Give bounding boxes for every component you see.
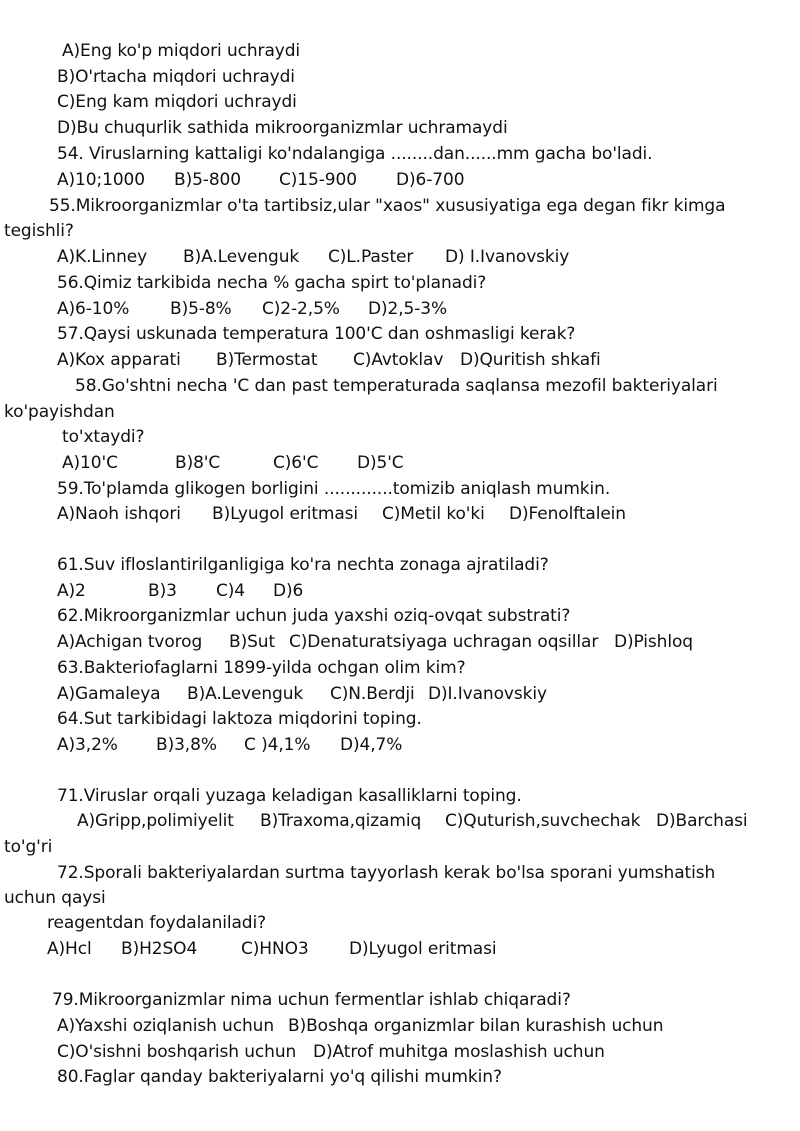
q57-option-a: A)Kox apparati	[57, 350, 181, 370]
q62-option-a: A)Achigan tvorog	[57, 632, 203, 652]
q62-question: 62.Mikroorganizmlar uchun juda yaxshi oziq-ovqat substrati?	[57, 606, 571, 626]
q59-option-d: D)Fenolftalein	[509, 504, 626, 524]
q71-option-c: C)Quturish,suvchechak	[445, 811, 641, 831]
q61-option-a: A)2	[57, 581, 86, 601]
q80-question: 80.Faglar qanday bakteriyalarni yo'q qilishi mumkin?	[57, 1067, 502, 1087]
q79-option-c: C)O'sishni boshqarish uchun	[57, 1042, 297, 1062]
q72-question-end: reagentdan foydalaniladi?	[47, 913, 267, 933]
q56-option-a: A)6-10%	[57, 299, 130, 319]
q61-option-b: B)3	[148, 581, 177, 601]
q58-question-end: to'xtaydi?	[62, 427, 145, 447]
q64-question: 64.Sut tarkibidagi laktoza miqdorini toping.	[57, 709, 422, 729]
q64-option-c: C )4,1%	[244, 735, 311, 755]
q61-option-d: D)6	[273, 581, 304, 601]
q54-option-b: B)5-800	[174, 170, 241, 190]
q58-question: 58.Go'shtni necha 'C dan past temperaturada saqlansa mezofil bakteriyalari	[75, 376, 718, 396]
q63-option-a: A)Gamaleya	[57, 684, 161, 704]
q57-option-c: C)Avtoklav	[353, 350, 444, 370]
q72-question: 72.Sporali bakteriyalardan surtma tayyorlash kerak bo'lsa sporani yumshatish	[57, 863, 716, 883]
q79-option-a: A)Yaxshi oziqlanish uchun	[57, 1016, 274, 1036]
q64-option-b: B)3,8%	[156, 735, 217, 755]
q57-question: 57.Qaysi uskunada temperatura 100'C dan oshmasligi kerak?	[57, 324, 576, 344]
q61-question: 61.Suv ifloslantirilganligiga ko'ra nechta zonaga ajratiladi?	[57, 555, 549, 575]
q56-option-c: C)2-2,5%	[262, 299, 340, 319]
q79-option-d: D)Atrof muhitga moslashish uchun	[313, 1042, 605, 1062]
q63-option-b: B)A.Levenguk	[187, 684, 304, 704]
q53-option-d: D)Bu chuqurlik sathida mikroorganizmlar uchramaydi	[57, 118, 508, 138]
q61-option-c: C)4	[216, 581, 246, 601]
q55-option-c: C)L.Paster	[328, 247, 414, 267]
q56-option-d: D)2,5-3%	[368, 299, 448, 319]
q57-option-b: B)Termostat	[216, 350, 318, 370]
q54-option-d: D)6-700	[396, 170, 465, 190]
q58-option-a: A)10'C	[62, 453, 118, 473]
q62-option-d: D)Pishloq	[614, 632, 693, 652]
q63-option-c: C)N.Berdji	[330, 684, 415, 704]
q59-option-c: C)Metil ko'ki	[382, 504, 485, 524]
q53-option-c: C)Eng kam miqdori uchraydi	[57, 92, 297, 112]
q55-question-continued: tegishli?	[4, 221, 74, 241]
q55-option-a: A)K.Linney	[57, 247, 148, 267]
q56-question: 56.Qimiz tarkibida necha % gacha spirt to'planadi?	[57, 273, 487, 293]
q56-option-b: B)5-8%	[170, 299, 232, 319]
q53-option-b: B)O'rtacha miqdori uchraydi	[57, 67, 295, 87]
q72-option-c: C)HNO3	[241, 939, 309, 959]
q59-option-b: B)Lyugol eritmasi	[212, 504, 359, 524]
q63-question: 63.Bakteriofaglarni 1899-yilda ochgan olim kim?	[57, 658, 466, 678]
q71-option-b: B)Traxoma,qizamiq	[260, 811, 422, 831]
q55-question: 55.Mikroorganizmlar o'ta tartibsiz,ular "xaos" xususiyatiga ega degan fikr kimga	[49, 196, 726, 216]
q79-question: 79.Mikroorganizmlar nima uchun fermentlar ishlab chiqaradi?	[52, 990, 571, 1010]
q72-question-continued: uchun qaysi	[4, 888, 106, 908]
q71-option-d: D)Barchasi	[656, 811, 748, 831]
q62-option-b: B)Sut	[229, 632, 276, 652]
q58-option-d: D)5'C	[357, 453, 404, 473]
q71-option-a: A)Gripp,polimiyelit	[77, 811, 234, 831]
q59-question: 59.To'plamda glikogen borligini .............tomizib aniqlash mumkin.	[57, 479, 611, 499]
q72-option-a: A)Hcl	[47, 939, 92, 959]
q57-option-d: D)Quritish shkafi	[460, 350, 601, 370]
q64-option-a: A)3,2%	[57, 735, 118, 755]
q55-option-b: B)A.Levenguk	[183, 247, 300, 267]
q59-option-a: A)Naoh ishqori	[57, 504, 181, 524]
q53-option-a: A)Eng ko'p miqdori uchraydi	[62, 41, 301, 61]
q58-option-b: B)8'C	[175, 453, 221, 473]
q54-option-a: A)10;1000	[57, 170, 145, 190]
q79-option-b: B)Boshqa organizmlar bilan kurashish uchun	[288, 1016, 664, 1036]
q58-question-continued: ko'payishdan	[4, 402, 115, 422]
q62-option-c: C)Denaturatsiyaga uchragan oqsillar	[289, 632, 599, 652]
q64-option-d: D)4,7%	[340, 735, 403, 755]
q71-question: 71.Viruslar orqali yuzaga keladigan kasalliklarni toping.	[57, 786, 522, 806]
q54-option-c: C)15-900	[279, 170, 357, 190]
q55-option-d: D) I.Ivanovskiy	[445, 247, 570, 267]
q72-option-b: B)H2SO4	[121, 939, 198, 959]
q58-option-c: C)6'C	[273, 453, 319, 473]
q72-option-d: D)Lyugol eritmasi	[349, 939, 497, 959]
q63-option-d: D)I.Ivanovskiy	[428, 684, 547, 704]
q54-question: 54. Viruslarning kattaligi ko'ndalangiga ........dan......mm gacha bo'ladi.	[57, 144, 653, 164]
q71-option-d-continued: to'g'ri	[4, 837, 53, 857]
